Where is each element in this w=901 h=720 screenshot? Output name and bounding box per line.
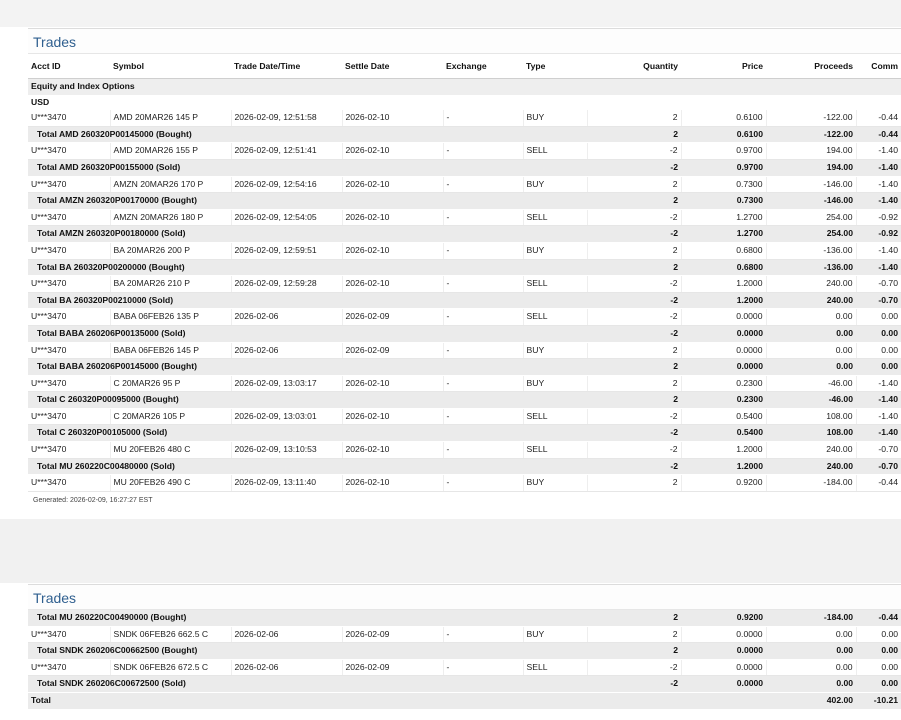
total-quantity: 2 — [587, 392, 681, 409]
trade-row — [28, 143, 901, 160]
comm-cell: -1.40 — [856, 176, 901, 193]
settle-date-cell: 2026-02-10 — [342, 209, 443, 226]
section-title-continued: Trades — [28, 585, 901, 610]
proceeds-cell: 0.00 — [766, 659, 856, 676]
price-cell: 0.0000 — [681, 342, 766, 359]
acct-id-cell: U***3470 — [28, 110, 110, 126]
price-cell: 0.2300 — [681, 375, 766, 392]
comm-cell: -0.92 — [856, 209, 901, 226]
comm-cell: -0.44 — [856, 110, 901, 126]
total-label: Total AMZN 260320P00180000 (Sold) — [28, 226, 587, 243]
total-proceeds: -184.00 — [766, 610, 856, 626]
quantity-cell: 2 — [587, 475, 681, 492]
settle-date-cell: 2026-02-10 — [342, 242, 443, 259]
comm-cell: 0.00 — [856, 659, 901, 676]
quantity-cell: -2 — [587, 442, 681, 459]
exchange-cell: - — [443, 659, 523, 676]
total-quantity: 2 — [587, 610, 681, 626]
price-cell: 0.9200 — [681, 475, 766, 492]
symbol-cell: SNDK 06FEB26 662.5 C — [110, 626, 231, 643]
total-label: Total BABA 260206P00145000 (Bought) — [28, 359, 587, 376]
total-comm: -1.40 — [856, 425, 901, 442]
quantity-cell: 2 — [587, 176, 681, 193]
total-quantity: -2 — [587, 425, 681, 442]
settle-date-cell: 2026-02-10 — [342, 475, 443, 492]
comm-cell: -1.40 — [856, 408, 901, 425]
trade-row — [28, 442, 901, 459]
type-cell: BUY — [523, 475, 587, 492]
exchange-cell: - — [443, 475, 523, 492]
trade-datetime-cell: 2026-02-09, 12:59:51 — [231, 242, 342, 259]
trade-row — [28, 342, 901, 359]
type-cell: BUY — [523, 375, 587, 392]
currency-label: USD — [28, 95, 901, 111]
total-label: Total — [28, 692, 587, 708]
total-row — [28, 643, 901, 660]
total-comm: 0.00 — [856, 359, 901, 376]
category-label: Equity and Index Options — [28, 79, 901, 95]
comm-cell: 0.00 — [856, 342, 901, 359]
total-row — [28, 610, 901, 626]
total-label: Total AMZN 260320P00170000 (Bought) — [28, 193, 587, 210]
total-proceeds: 0.00 — [766, 325, 856, 342]
col-price: Price — [681, 54, 766, 79]
total-comm: 0.00 — [856, 676, 901, 693]
total-comm: 0.00 — [856, 325, 901, 342]
symbol-cell: MU 20FEB26 480 C — [110, 442, 231, 459]
trade-datetime-cell: 2026-02-09, 12:54:05 — [231, 209, 342, 226]
total-comm: -1.40 — [856, 392, 901, 409]
total-price: 0.7300 — [681, 193, 766, 210]
symbol-cell: BA 20MAR26 200 P — [110, 242, 231, 259]
type-cell: BUY — [523, 342, 587, 359]
proceeds-cell: 108.00 — [766, 408, 856, 425]
price-cell: 0.0000 — [681, 626, 766, 643]
proceeds-cell: -122.00 — [766, 110, 856, 126]
price-cell: 0.0000 — [681, 309, 766, 326]
total-quantity: 2 — [587, 359, 681, 376]
total-quantity: -2 — [587, 676, 681, 693]
price-cell: 0.0000 — [681, 659, 766, 676]
total-proceeds: -122.00 — [766, 126, 856, 143]
quantity-cell: -2 — [587, 276, 681, 293]
trade-row — [28, 659, 901, 676]
total-quantity: -2 — [587, 458, 681, 475]
acct-id-cell: U***3470 — [28, 375, 110, 392]
proceeds-cell: 194.00 — [766, 143, 856, 160]
total-price: 0.0000 — [681, 676, 766, 693]
generated-timestamp: Generated: 2026-02-09, 16:27:27 EST — [33, 497, 153, 504]
proceeds-cell: 240.00 — [766, 276, 856, 293]
trades-panel-2 — [28, 584, 901, 720]
col-symbol: Symbol — [110, 54, 231, 79]
type-cell: BUY — [523, 626, 587, 643]
total-price: 1.2000 — [681, 292, 766, 309]
comm-cell: -0.70 — [856, 442, 901, 459]
exchange-cell: - — [443, 209, 523, 226]
quantity-cell: -2 — [587, 209, 681, 226]
symbol-cell: BABA 06FEB26 145 P — [110, 342, 231, 359]
exchange-cell: - — [443, 309, 523, 326]
total-row — [28, 259, 901, 276]
total-proceeds: 240.00 — [766, 458, 856, 475]
quantity-cell: 2 — [587, 342, 681, 359]
total-quantity: 2 — [587, 643, 681, 660]
type-cell: SELL — [523, 143, 587, 160]
total-price: 0.0000 — [681, 359, 766, 376]
total-label: Total AMD 260320P00155000 (Sold) — [28, 159, 587, 176]
acct-id-cell: U***3470 — [28, 176, 110, 193]
total-price: 0.6100 — [681, 126, 766, 143]
settle-date-cell: 2026-02-10 — [342, 176, 443, 193]
total-label: Total AMD 260320P00145000 (Bought) — [28, 126, 587, 143]
page-gap — [0, 519, 901, 583]
exchange-cell: - — [443, 442, 523, 459]
settle-date-cell: 2026-02-09 — [342, 309, 443, 326]
price-cell: 1.2000 — [681, 442, 766, 459]
category-row — [28, 79, 901, 95]
total-label: Total SNDK 260206C00672500 (Sold) — [28, 676, 587, 693]
type-cell: SELL — [523, 659, 587, 676]
exchange-cell: - — [443, 276, 523, 293]
total-price: 1.2700 — [681, 226, 766, 243]
quantity-cell: 2 — [587, 242, 681, 259]
total-proceeds: 254.00 — [766, 226, 856, 243]
acct-id-cell: U***3470 — [28, 242, 110, 259]
comm-cell: -0.70 — [856, 276, 901, 293]
trade-datetime-cell: 2026-02-09, 13:10:53 — [231, 442, 342, 459]
comm-cell: -1.40 — [856, 143, 901, 160]
total-price: 0.6800 — [681, 259, 766, 276]
col-trade-datetime: Trade Date/Time — [231, 54, 342, 79]
total-price: 0.9200 — [681, 610, 766, 626]
symbol-cell: BABA 06FEB26 135 P — [110, 309, 231, 326]
acct-id-cell: U***3470 — [28, 276, 110, 293]
settle-date-cell: 2026-02-10 — [342, 408, 443, 425]
acct-id-cell: U***3470 — [28, 442, 110, 459]
type-cell: SELL — [523, 309, 587, 326]
total-label: Total BABA 260206P00135000 (Sold) — [28, 325, 587, 342]
col-settle-date: Settle Date — [342, 54, 443, 79]
total-quantity: -2 — [587, 325, 681, 342]
type-cell: BUY — [523, 110, 587, 126]
total-price: 0.0000 — [681, 643, 766, 660]
total-quantity: -2 — [587, 226, 681, 243]
total-label: Total C 260320P00105000 (Sold) — [28, 425, 587, 442]
settle-date-cell: 2026-02-09 — [342, 342, 443, 359]
trade-datetime-cell: 2026-02-09, 12:51:58 — [231, 110, 342, 126]
trade-datetime-cell: 2026-02-09, 13:03:01 — [231, 408, 342, 425]
top-background — [0, 0, 901, 27]
total-proceeds: 194.00 — [766, 159, 856, 176]
settle-date-cell: 2026-02-10 — [342, 143, 443, 160]
section-title: Trades — [28, 29, 901, 54]
trade-row — [28, 475, 901, 492]
trade-datetime-cell: 2026-02-09, 12:54:16 — [231, 176, 342, 193]
trade-datetime-cell: 2026-02-09, 13:03:17 — [231, 375, 342, 392]
type-cell: SELL — [523, 276, 587, 293]
total-comm: -1.40 — [856, 159, 901, 176]
symbol-cell: SNDK 06FEB26 672.5 C — [110, 659, 231, 676]
total-row — [28, 126, 901, 143]
trade-row — [28, 110, 901, 126]
type-cell: BUY — [523, 176, 587, 193]
settle-date-cell: 2026-02-09 — [342, 626, 443, 643]
trades-table-1 — [28, 54, 901, 492]
acct-id-cell: U***3470 — [28, 209, 110, 226]
total-proceeds: 0.00 — [766, 359, 856, 376]
col-acct-id: Acct ID — [28, 54, 110, 79]
total-comm: 0.00 — [856, 643, 901, 660]
exchange-cell: - — [443, 375, 523, 392]
total-comm: -10.21 — [856, 692, 901, 708]
total-quantity: 2 — [587, 259, 681, 276]
trade-datetime-cell: 2026-02-06 — [231, 659, 342, 676]
total-price: 1.2000 — [681, 458, 766, 475]
trades-table-2 — [28, 610, 901, 709]
trade-row — [28, 309, 901, 326]
col-comm: Comm — [856, 54, 901, 79]
acct-id-cell: U***3470 — [28, 659, 110, 676]
total-row — [28, 325, 901, 342]
acct-id-cell: U***3470 — [28, 626, 110, 643]
total-price: 0.5400 — [681, 425, 766, 442]
trade-row — [28, 626, 901, 643]
settle-date-cell: 2026-02-10 — [342, 442, 443, 459]
total-label: Total MU 260220C00490000 (Bought) — [28, 610, 587, 626]
total-comm: -0.44 — [856, 610, 901, 626]
proceeds-cell: -136.00 — [766, 242, 856, 259]
total-label: Total MU 260220C00480000 (Sold) — [28, 458, 587, 475]
total-proceeds: -46.00 — [766, 392, 856, 409]
total-quantity: 2 — [587, 193, 681, 210]
comm-cell: -1.40 — [856, 375, 901, 392]
total-quantity: -2 — [587, 292, 681, 309]
trade-row — [28, 408, 901, 425]
type-cell: BUY — [523, 242, 587, 259]
price-cell: 1.2700 — [681, 209, 766, 226]
type-cell: SELL — [523, 209, 587, 226]
symbol-cell: AMD 20MAR26 145 P — [110, 110, 231, 126]
symbol-cell: BA 20MAR26 210 P — [110, 276, 231, 293]
type-cell: SELL — [523, 442, 587, 459]
symbol-cell: AMD 20MAR26 155 P — [110, 143, 231, 160]
total-price: 0.9700 — [681, 159, 766, 176]
exchange-cell: - — [443, 408, 523, 425]
price-cell: 1.2000 — [681, 276, 766, 293]
total-quantity — [587, 692, 681, 708]
proceeds-cell: -146.00 — [766, 176, 856, 193]
price-cell: 0.6100 — [681, 110, 766, 126]
quantity-cell: -2 — [587, 143, 681, 160]
grand-total-row — [28, 692, 901, 708]
acct-id-cell: U***3470 — [28, 475, 110, 492]
total-row — [28, 425, 901, 442]
total-proceeds: 0.00 — [766, 676, 856, 693]
total-price — [681, 692, 766, 708]
total-proceeds: 402.00 — [766, 692, 856, 708]
price-cell: 0.6800 — [681, 242, 766, 259]
symbol-cell: AMZN 20MAR26 180 P — [110, 209, 231, 226]
settle-date-cell: 2026-02-10 — [342, 276, 443, 293]
trades-panel-1 — [28, 28, 901, 519]
total-row — [28, 193, 901, 210]
total-row — [28, 226, 901, 243]
total-comm: -0.44 — [856, 126, 901, 143]
settle-date-cell: 2026-02-10 — [342, 375, 443, 392]
acct-id-cell: U***3470 — [28, 342, 110, 359]
trade-datetime-cell: 2026-02-09, 13:11:40 — [231, 475, 342, 492]
symbol-cell: C 20MAR26 95 P — [110, 375, 231, 392]
symbol-cell: C 20MAR26 105 P — [110, 408, 231, 425]
total-price: 0.2300 — [681, 392, 766, 409]
quantity-cell: -2 — [587, 309, 681, 326]
acct-id-cell: U***3470 — [28, 408, 110, 425]
currency-row — [28, 95, 901, 111]
col-quantity: Quantity — [587, 54, 681, 79]
total-proceeds: -146.00 — [766, 193, 856, 210]
trade-datetime-cell: 2026-02-06 — [231, 626, 342, 643]
quantity-cell: 2 — [587, 626, 681, 643]
col-proceeds: Proceeds — [766, 54, 856, 79]
trade-row — [28, 242, 901, 259]
comm-cell: 0.00 — [856, 309, 901, 326]
exchange-cell: - — [443, 110, 523, 126]
price-cell: 0.7300 — [681, 176, 766, 193]
trade-datetime-cell: 2026-02-06 — [231, 342, 342, 359]
total-row — [28, 159, 901, 176]
proceeds-cell: 0.00 — [766, 342, 856, 359]
settle-date-cell: 2026-02-09 — [342, 659, 443, 676]
symbol-cell: MU 20FEB26 490 C — [110, 475, 231, 492]
total-comm: -0.92 — [856, 226, 901, 243]
quantity-cell: 2 — [587, 110, 681, 126]
quantity-cell: -2 — [587, 659, 681, 676]
total-quantity: 2 — [587, 126, 681, 143]
trade-row — [28, 276, 901, 293]
total-label: Total C 260320P00095000 (Bought) — [28, 392, 587, 409]
price-cell: 0.5400 — [681, 408, 766, 425]
total-label: Total BA 260320P00210000 (Sold) — [28, 292, 587, 309]
total-proceeds: 0.00 — [766, 643, 856, 660]
total-row — [28, 458, 901, 475]
total-label: Total BA 260320P00200000 (Bought) — [28, 259, 587, 276]
total-row — [28, 676, 901, 693]
total-quantity: -2 — [587, 159, 681, 176]
trade-row — [28, 209, 901, 226]
exchange-cell: - — [443, 242, 523, 259]
exchange-cell: - — [443, 626, 523, 643]
trade-datetime-cell: 2026-02-06 — [231, 309, 342, 326]
trade-datetime-cell: 2026-02-09, 12:51:41 — [231, 143, 342, 160]
total-comm: -1.40 — [856, 193, 901, 210]
total-proceeds: 240.00 — [766, 292, 856, 309]
acct-id-cell: U***3470 — [28, 143, 110, 160]
proceeds-cell: 240.00 — [766, 442, 856, 459]
total-proceeds: 108.00 — [766, 425, 856, 442]
symbol-cell: AMZN 20MAR26 170 P — [110, 176, 231, 193]
total-proceeds: -136.00 — [766, 259, 856, 276]
proceeds-cell: 0.00 — [766, 309, 856, 326]
table-header-row — [28, 54, 901, 79]
col-exchange: Exchange — [443, 54, 523, 79]
trade-row — [28, 176, 901, 193]
proceeds-cell: -184.00 — [766, 475, 856, 492]
settle-date-cell: 2026-02-10 — [342, 110, 443, 126]
total-comm: -0.70 — [856, 458, 901, 475]
exchange-cell: - — [443, 342, 523, 359]
proceeds-cell: 0.00 — [766, 626, 856, 643]
proceeds-cell: -46.00 — [766, 375, 856, 392]
total-row — [28, 359, 901, 376]
comm-cell: -1.40 — [856, 242, 901, 259]
proceeds-cell: 254.00 — [766, 209, 856, 226]
quantity-cell: -2 — [587, 408, 681, 425]
comm-cell: 0.00 — [856, 626, 901, 643]
quantity-cell: 2 — [587, 375, 681, 392]
total-row — [28, 292, 901, 309]
total-price: 0.0000 — [681, 325, 766, 342]
total-comm: -1.40 — [856, 259, 901, 276]
acct-id-cell: U***3470 — [28, 309, 110, 326]
exchange-cell: - — [443, 176, 523, 193]
total-row — [28, 392, 901, 409]
type-cell: SELL — [523, 408, 587, 425]
trade-datetime-cell: 2026-02-09, 12:59:28 — [231, 276, 342, 293]
total-label: Total SNDK 260206C00662500 (Bought) — [28, 643, 587, 660]
total-comm: -0.70 — [856, 292, 901, 309]
comm-cell: -0.44 — [856, 475, 901, 492]
trade-row — [28, 375, 901, 392]
price-cell: 0.9700 — [681, 143, 766, 160]
exchange-cell: - — [443, 143, 523, 160]
col-type: Type — [523, 54, 587, 79]
